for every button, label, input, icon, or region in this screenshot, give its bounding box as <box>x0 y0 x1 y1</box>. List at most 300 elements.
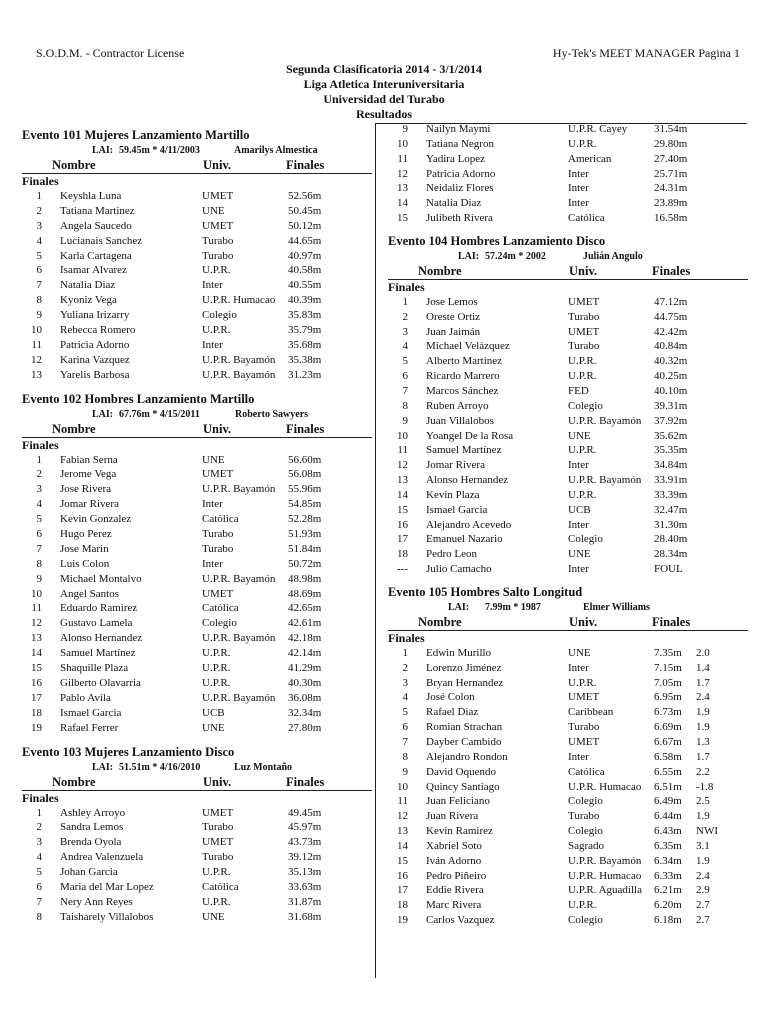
result-row <box>22 895 372 910</box>
mark: 56.60m <box>288 453 322 466</box>
place: 6 <box>36 880 42 893</box>
university: U.P.R. <box>202 895 231 908</box>
results-column-right <box>388 122 748 928</box>
result-row <box>388 443 748 458</box>
mark: 32.34m <box>288 706 322 719</box>
athlete-name: Ricardo Marrero <box>426 370 500 383</box>
place: 7 <box>402 736 408 748</box>
result-row <box>388 354 748 369</box>
university: Inter <box>568 459 589 472</box>
place: 9 <box>36 309 42 322</box>
mark: 39.12m <box>288 851 322 864</box>
wind: 2.0 <box>696 646 710 659</box>
place: 1 <box>36 190 42 202</box>
result-row <box>22 676 372 691</box>
place: 8 <box>36 910 42 923</box>
place: 11 <box>31 338 42 351</box>
mark: 48.98m <box>288 572 322 585</box>
mark: 6.34m <box>654 854 682 867</box>
athlete-name: Oreste Ortiz <box>426 310 481 323</box>
athlete-name: Ashley Arroyo <box>60 806 126 819</box>
mark: 40.32m <box>654 355 688 368</box>
column-header-row <box>22 774 372 791</box>
athlete-name: Eddie Rivera <box>426 884 484 897</box>
athlete-name: Yadira Lopez <box>426 152 486 165</box>
athlete-name: Tatiana Martinez <box>60 204 135 217</box>
wind: 1.4 <box>696 661 710 674</box>
university: U.P.R. <box>202 866 231 879</box>
result-row <box>22 453 372 468</box>
university: UMET <box>568 295 600 308</box>
place: 13 <box>397 825 408 838</box>
university: UMET <box>202 587 234 600</box>
place: 7 <box>36 542 42 555</box>
athlete-name: Patricia Adorno <box>60 338 130 351</box>
place: 1 <box>402 295 408 308</box>
mark: 33.91m <box>654 474 688 487</box>
athlete-name: Lucianais Sanchez <box>60 234 143 247</box>
university: UNE <box>202 453 225 466</box>
result-row <box>388 384 748 399</box>
result-row <box>22 353 372 368</box>
result-row <box>22 557 372 572</box>
athlete-name: Luis Colon <box>60 557 110 570</box>
place: 2 <box>36 821 42 834</box>
university: Colegio <box>202 617 237 630</box>
mark: 33.63m <box>288 880 322 893</box>
result-row <box>388 339 748 354</box>
university: Inter <box>568 563 589 576</box>
mark: 40.84m <box>654 340 688 353</box>
result-row <box>22 527 372 542</box>
event-record-line <box>22 761 372 774</box>
mark: 31.68m <box>288 910 322 923</box>
result-row <box>388 765 748 780</box>
place: 13 <box>31 368 42 381</box>
mark: 48.69m <box>288 587 322 600</box>
result-row <box>388 414 748 429</box>
university: Católica <box>202 602 239 615</box>
mark: 42.42m <box>654 325 688 338</box>
mark: 35.62m <box>654 429 688 442</box>
mark: 40.58m <box>288 264 322 277</box>
result-row <box>388 809 748 824</box>
university: Turabo <box>202 851 234 864</box>
university: Turabo <box>568 721 600 734</box>
result-row <box>388 794 748 809</box>
university: U.P.R. <box>568 488 597 501</box>
university: FED <box>568 384 589 397</box>
place: 12 <box>397 167 408 180</box>
result-row <box>388 518 748 533</box>
column-header-nombre: Nombre <box>52 158 96 172</box>
place: 12 <box>31 353 42 366</box>
place: 9 <box>402 765 408 778</box>
university: U.P.R. Cayey <box>568 123 628 135</box>
mark: 51.93m <box>288 528 322 541</box>
result-row <box>22 308 372 323</box>
place: 5 <box>36 513 42 526</box>
result-row <box>388 824 748 839</box>
result-row <box>388 780 748 795</box>
place: 8 <box>402 399 408 412</box>
result-row <box>22 338 372 353</box>
mark: 27.40m <box>654 152 688 165</box>
athlete-name: Fabian Serna <box>60 453 118 466</box>
athlete-name: Pedro Leon <box>426 548 478 561</box>
athlete-name: Patricia Adorno <box>426 167 496 180</box>
result-row <box>388 295 748 310</box>
university: U.P.R. <box>568 137 597 150</box>
place: 2 <box>36 204 42 217</box>
mark: 6.18m <box>654 914 682 927</box>
wind: 2.9 <box>696 884 710 897</box>
place: 5 <box>36 866 42 879</box>
mark: 40.10m <box>654 384 688 397</box>
mark: 6.95m <box>654 691 682 704</box>
section-label-finales: Finales <box>388 279 425 294</box>
university: Colegio <box>202 309 237 322</box>
athlete-name: Emanuel Nazario <box>426 533 503 546</box>
place: 4 <box>36 234 42 247</box>
result-row <box>22 631 372 646</box>
university: U.P.R. <box>568 370 597 383</box>
mark: 35.68m <box>288 338 322 351</box>
result-row <box>22 820 372 835</box>
result-row <box>22 512 372 527</box>
result-row <box>22 204 372 219</box>
university: U.P.R. <box>202 324 231 337</box>
place: --- <box>397 563 408 576</box>
university: U.P.R. Bayamón <box>202 572 276 585</box>
event-title: Evento 105 Hombres Salto Longitud <box>388 584 583 599</box>
result-row <box>388 750 748 765</box>
place: 1 <box>402 646 408 659</box>
place: 12 <box>397 810 408 823</box>
athlete-name: Alonso Hernandez <box>426 474 509 487</box>
athlete-name: Jose Rivera <box>60 483 112 496</box>
column-divider <box>375 123 376 978</box>
mark: 6.69m <box>654 721 682 734</box>
mark: 40.97m <box>288 249 322 262</box>
athlete-name: Marcos Sánchez <box>426 384 499 397</box>
university: UMET <box>568 736 600 748</box>
place: 18 <box>397 899 408 912</box>
record-mark-date: 51.51m * 4/16/2010 <box>119 761 201 773</box>
university: UNE <box>202 721 225 734</box>
athlete-name: Johan Garcia <box>60 866 118 879</box>
university: U.P.R. <box>568 355 597 368</box>
mark: 24.31m <box>654 182 688 195</box>
university: Católica <box>202 880 239 893</box>
result-row <box>388 898 748 913</box>
university: UMET <box>202 836 234 849</box>
meet-title: Segunda Clasificatoria 2014 - 3/1/2014 <box>285 62 482 76</box>
athlete-name: Natalia Diaz <box>426 197 482 210</box>
mark: 49.45m <box>288 806 322 819</box>
mark: 55.96m <box>288 483 322 496</box>
result-row <box>22 572 372 587</box>
result-row <box>388 429 748 444</box>
athlete-name: Jomar Rivera <box>426 459 485 472</box>
athlete-name: Alejandro Rondon <box>426 750 508 763</box>
event-title: Evento 101 Mujeres Lanzamiento Martillo <box>22 128 250 142</box>
result-row <box>388 167 748 182</box>
university: Turabo <box>202 821 234 834</box>
university: Inter <box>202 338 223 351</box>
place: 9 <box>36 572 42 585</box>
result-row <box>388 137 748 152</box>
athlete-name: Rebecca Romero <box>60 324 136 337</box>
mark: 6.55m <box>654 765 682 778</box>
result-row <box>388 399 748 414</box>
result-row <box>388 181 748 196</box>
place: 5 <box>402 706 408 719</box>
meet-title-block <box>0 62 768 122</box>
university: Inter <box>568 518 589 531</box>
mark: 25.71m <box>654 167 688 180</box>
result-row <box>22 263 372 278</box>
university: Católica <box>202 513 239 526</box>
result-row <box>22 587 372 602</box>
place: 10 <box>31 587 42 600</box>
column-header-row <box>22 157 372 174</box>
result-row <box>22 368 372 383</box>
place: 5 <box>402 355 408 368</box>
wind: 2.7 <box>696 899 710 912</box>
athlete-name: Juan Jaimán <box>426 325 481 338</box>
wind: 1.9 <box>696 721 710 734</box>
mark: 31.87m <box>288 895 322 908</box>
athlete-name: Ruben Arroyo <box>426 399 489 412</box>
result-row <box>388 196 748 211</box>
result-row <box>22 880 372 895</box>
athlete-name: Yuliana Irizarry <box>60 309 130 322</box>
athlete-name: Michael Velázquez <box>426 340 510 353</box>
mark: 34.84m <box>654 459 688 472</box>
athlete-name: Kevin Gonzalez <box>60 513 132 526</box>
university: American <box>568 152 612 165</box>
column-header-finales: Finales <box>286 158 325 172</box>
university: Turabo <box>202 542 234 555</box>
place: 4 <box>36 851 42 864</box>
record-holder: Amarilys Almestica <box>234 145 318 156</box>
university: Inter <box>568 182 589 195</box>
result-row <box>22 467 372 482</box>
university: UNE <box>568 429 591 442</box>
result-row <box>22 278 372 293</box>
mark: 35.35m <box>654 444 688 457</box>
athlete-name: Dayber Cambido <box>426 736 502 748</box>
university: Colegio <box>568 399 603 412</box>
athlete-name: Pablo Avila <box>60 691 111 704</box>
place: 3 <box>402 325 408 338</box>
event-title: Evento 102 Hombres Lanzamiento Martillo <box>22 391 255 406</box>
university: Colegio <box>568 914 603 927</box>
athlete-name: Gustavo Lamela <box>60 617 133 630</box>
athlete-name: Isamar Alvarez <box>60 264 127 277</box>
place: 2 <box>36 468 42 481</box>
place: 6 <box>36 528 42 541</box>
wind: 1.3 <box>696 736 710 748</box>
result-row <box>22 910 372 925</box>
mark: 31.23m <box>288 368 322 381</box>
mark: 35.13m <box>288 866 322 879</box>
university: UNE <box>568 548 591 561</box>
mark: 7.35m <box>654 646 682 659</box>
mark: 40.55m <box>288 279 322 292</box>
university: U.P.R. Bayamón <box>568 854 642 867</box>
mark: 6.49m <box>654 795 682 808</box>
mark: 6.44m <box>654 810 682 823</box>
athlete-name: Rafael Ferrer <box>60 721 119 734</box>
place: 19 <box>31 721 42 734</box>
place: 6 <box>402 721 408 734</box>
mark: 36.08m <box>288 691 322 704</box>
university: U.P.R. Bayamón <box>202 691 276 704</box>
result-row <box>388 325 748 340</box>
event-record-line <box>22 144 372 157</box>
university: Colegio <box>568 795 603 808</box>
place: 17 <box>397 884 408 897</box>
place: 11 <box>31 602 42 615</box>
mark: 39.31m <box>654 399 688 412</box>
mark: 35.83m <box>288 309 322 322</box>
athlete-name: Karla Cartagena <box>60 249 132 262</box>
column-header-univ: Univ. <box>203 774 232 789</box>
record-holder: Luz Montaño <box>234 761 293 773</box>
place: 15 <box>397 212 408 225</box>
column-header-finales: Finales <box>286 421 325 436</box>
university: U.P.R. Bayamón <box>202 368 276 381</box>
record-label: LAI: <box>92 408 114 420</box>
mark: 35.79m <box>288 324 322 337</box>
wind: 2.4 <box>696 869 710 882</box>
result-row <box>22 497 372 512</box>
column-header-nombre: Nombre <box>418 263 462 278</box>
place: 18 <box>31 706 42 719</box>
mark: 42.14m <box>288 647 322 660</box>
result-row <box>22 691 372 706</box>
mark: 28.34m <box>654 548 688 561</box>
athlete-name: Lorenzo Jiménez <box>426 661 502 674</box>
university: Turabo <box>202 249 234 262</box>
athlete-name: Karina Vazquez <box>60 353 130 366</box>
result-row <box>388 310 748 325</box>
athlete-name: Michael Montalvo <box>60 572 142 585</box>
place: 10 <box>397 429 408 442</box>
athlete-name: Shaquille Plaza <box>60 662 129 675</box>
place: 3 <box>36 219 42 232</box>
athlete-name: Samuel Martínez <box>60 647 136 660</box>
result-row <box>22 542 372 557</box>
mark: 7.15m <box>654 661 682 674</box>
place: 17 <box>31 691 42 704</box>
mark: 6.35m <box>654 839 682 852</box>
place: 7 <box>36 279 42 292</box>
university: Inter <box>568 661 589 674</box>
mark: 50.45m <box>288 204 322 217</box>
result-row <box>388 720 748 735</box>
university: Turabo <box>202 528 234 541</box>
athlete-name: Quincy Santiago <box>426 780 500 793</box>
place: 18 <box>397 548 408 561</box>
header-software-page: Hy-Tek's MEET MANAGER Pagina 1 <box>552 46 740 60</box>
result-row <box>22 661 372 676</box>
place: 14 <box>31 647 42 660</box>
university: U.P.R. <box>568 899 597 912</box>
event-title: Evento 103 Mujeres Lanzamiento Disco <box>22 744 235 759</box>
university: U.P.R. Aguadilla <box>568 884 642 897</box>
result-row <box>388 661 748 676</box>
athlete-name: Jerome Vega <box>60 468 117 481</box>
mark: 40.30m <box>288 676 322 689</box>
result-row <box>22 616 372 631</box>
mark: 50.72m <box>288 557 322 570</box>
athlete-name: Yarelis Barbosa <box>60 368 130 381</box>
athlete-name: Taisharely Villalobos <box>60 910 154 923</box>
mark: 43.73m <box>288 836 322 849</box>
athlete-name: Bryan Hernandez <box>426 676 504 689</box>
result-row <box>388 488 748 503</box>
athlete-name: Sandra Lemos <box>60 821 124 834</box>
wind: 1.9 <box>696 854 710 867</box>
university: Colegio <box>568 825 603 838</box>
place: 13 <box>31 632 42 645</box>
wind: 1.7 <box>696 676 710 689</box>
result-row <box>22 293 372 308</box>
place: 12 <box>397 459 408 472</box>
place: 10 <box>31 324 42 337</box>
place: 4 <box>36 498 42 511</box>
athlete-name: Alberto Martinez <box>426 355 503 368</box>
result-row <box>388 547 748 562</box>
result-row <box>22 865 372 880</box>
result-row <box>388 562 748 577</box>
column-header-row <box>388 263 748 280</box>
university: UMET <box>202 806 234 819</box>
place: 3 <box>36 836 42 849</box>
result-row <box>22 706 372 721</box>
place: 7 <box>36 895 42 908</box>
athlete-name: Samuel Martínez <box>426 444 502 457</box>
university: Inter <box>568 750 589 763</box>
athlete-name: Nery Ann Reyes <box>60 895 133 908</box>
mark: 41.29m <box>288 662 322 675</box>
result-row <box>22 721 372 736</box>
league-name: Liga Atletica Interuniversitaria <box>303 77 465 91</box>
mark: 6.67m <box>654 736 682 748</box>
mark: 16.58m <box>654 212 688 225</box>
column-header-row <box>22 421 372 438</box>
place: 15 <box>397 854 408 867</box>
mark: 54.85m <box>288 498 322 511</box>
wind: -1.8 <box>696 780 714 793</box>
column-header-univ: Univ. <box>569 614 598 629</box>
athlete-name: Ismael Garcia <box>60 706 122 719</box>
mark: 56.08m <box>288 468 322 481</box>
mark: 44.65m <box>288 234 322 247</box>
mark: 29.80m <box>654 137 688 150</box>
place: 6 <box>402 370 408 383</box>
event-spacer <box>22 736 372 744</box>
university: Católica <box>568 765 605 778</box>
record-label: LAI: <box>458 250 480 262</box>
place: 3 <box>402 676 408 689</box>
mark: 51.84m <box>288 542 322 555</box>
athlete-name: Gilberto Olavarria <box>60 676 141 689</box>
column-header-finales: Finales <box>652 614 691 629</box>
